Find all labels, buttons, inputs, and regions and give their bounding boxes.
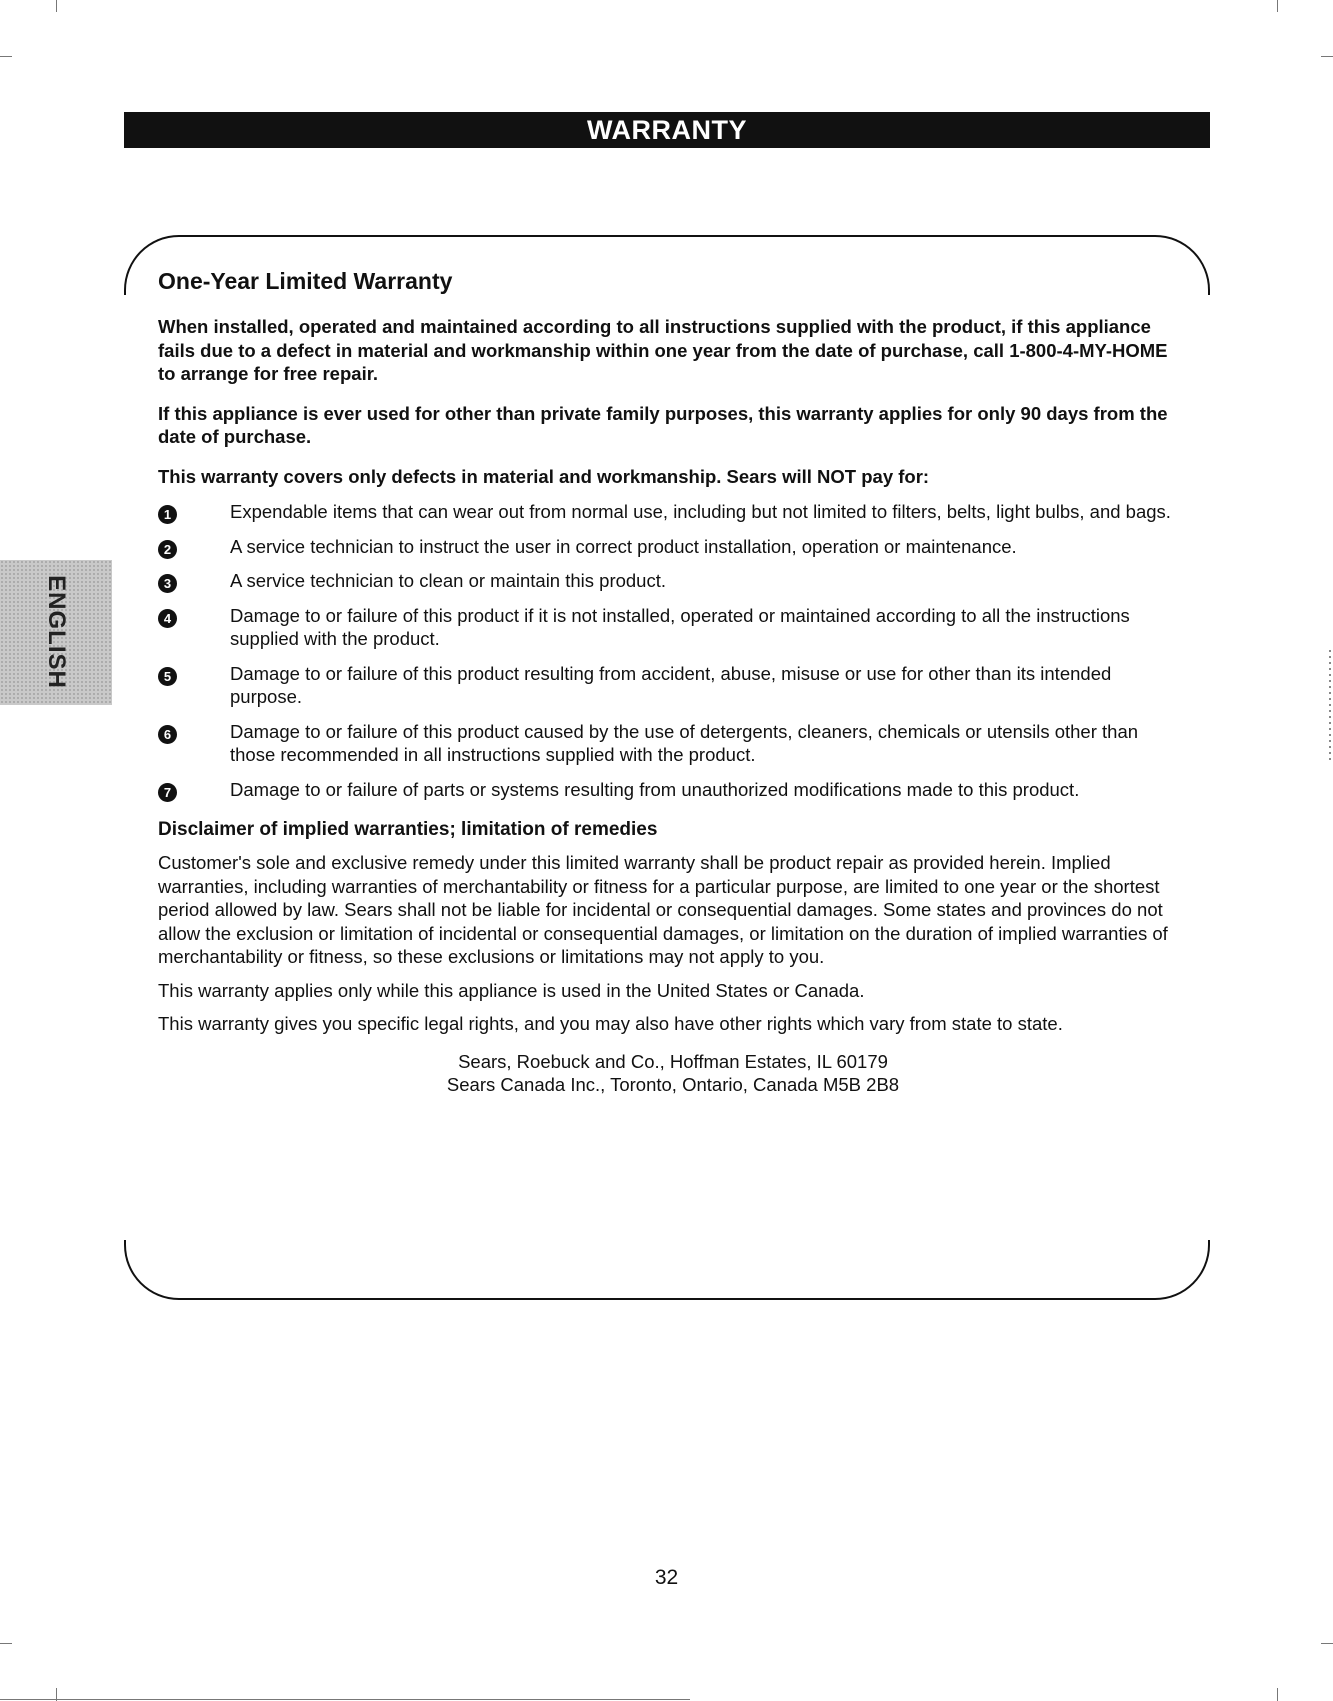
number-5-icon: 5: [158, 667, 177, 686]
crop-mark: [56, 0, 57, 12]
exclusion-text: Damage to or failure of parts or systems resulting from unauthorized modifications made to this product.: [230, 778, 1080, 800]
warranty-box: [158, 268, 1188, 1097]
crop-mark: [1277, 0, 1278, 12]
commercial-use-clause: If this appliance is ever used for other than private family purposes, this warranty applies for only 90 days from the date of purchase.: [158, 402, 1168, 447]
warranty-title: One-Year Limited Warranty: [158, 268, 453, 294]
bottom-rule: [0, 1699, 690, 1700]
page-number: 32: [654, 1566, 679, 1589]
coverage-lead: This warranty covers only defects in material and workmanship. Sears will NOT pay for:: [158, 465, 930, 487]
crop-mark: [0, 1643, 12, 1644]
crop-mark: [0, 56, 12, 57]
warranty-frame-bottom: [124, 1240, 1210, 1300]
list-item: [158, 569, 1188, 593]
disclaimer-text: Customer's sole and exclusive remedy under this limited warranty shall be product repair as provided herein. Implied warranties, including warranties of merchantability or fitness for a particular purpose, are limited to one year or the shortest period allowed by law. Sears shall not be liable for incidental or consequential damages. Some states and provinces do not allow the exclusion or limitation of incidental or consequential damages, or limitation on the duration of implied warranties of merchantability or fitness, so these exclusions or limitations may not apply to you.: [158, 852, 1168, 967]
list-item: [158, 604, 1188, 651]
exclusion-list: [158, 500, 1188, 801]
exclusion-text: A service technician to instruct the user in correct product installation, operation or maintenance.: [230, 535, 1017, 557]
page-header: WARRANTY: [124, 112, 1210, 148]
exclusion-text: Damage to or failure of this product caused by the use of detergents, cleaners, chemicals or utensils other than those recommended in all instructions supplied with the product.: [230, 720, 1139, 765]
number-6-icon: 6: [158, 725, 177, 744]
legal-rights-clause: This warranty gives you specific legal rights, and you may also have other rights which vary from state to state.: [158, 1013, 1063, 1034]
number-1-icon: 1: [158, 505, 177, 524]
warranty-intro: When installed, operated and maintained according to all instructions supplied with the product, if this appliance fails due to a defect in material and workmanship within one year from the date of purchase, call 1-800-4-MY-HOME to arrange for free repair.: [158, 316, 1168, 384]
crop-mark: [1321, 1643, 1333, 1644]
edge-tick-marks: [1329, 650, 1331, 760]
disclaimer-heading: Disclaimer of implied warranties; limitation of remedies: [158, 819, 658, 840]
list-item: [158, 500, 1188, 524]
number-4-icon: 4: [158, 609, 177, 628]
crop-mark: [1321, 56, 1333, 57]
language-tab: [0, 560, 112, 705]
number-7-icon: 7: [158, 783, 177, 802]
exclusion-text: Damage to or failure of this product resulting from accident, abuse, misuse or use for other than its intended purpose.: [230, 662, 1112, 707]
crop-mark: [1277, 1688, 1278, 1701]
language-tab-label: ENGLISH: [43, 575, 70, 689]
list-item: [158, 720, 1188, 767]
address-us: Sears, Roebuck and Co., Hoffman Estates, IL 60179: [458, 1050, 888, 1072]
list-item: [158, 778, 1188, 802]
company-address: [158, 1050, 1188, 1097]
exclusion-text: Damage to or failure of this product if it is not installed, operated or maintained according to all the instructions supplied with the product.: [230, 604, 1130, 649]
list-item: [158, 535, 1188, 559]
number-2-icon: 2: [158, 540, 177, 559]
territory-clause: This warranty applies only while this appliance is used in the United States or Canada.: [158, 979, 865, 1001]
address-canada: Sears Canada Inc., Toronto, Ontario, Canada M5B 2B8: [446, 1074, 900, 1095]
exclusion-text: Expendable items that can wear out from normal use, including but not limited to filters, belts, light bulbs, and bags.: [230, 501, 1171, 522]
number-3-icon: 3: [158, 574, 177, 593]
list-item: [158, 662, 1188, 709]
exclusion-text: A service technician to clean or maintain this product.: [230, 570, 667, 591]
